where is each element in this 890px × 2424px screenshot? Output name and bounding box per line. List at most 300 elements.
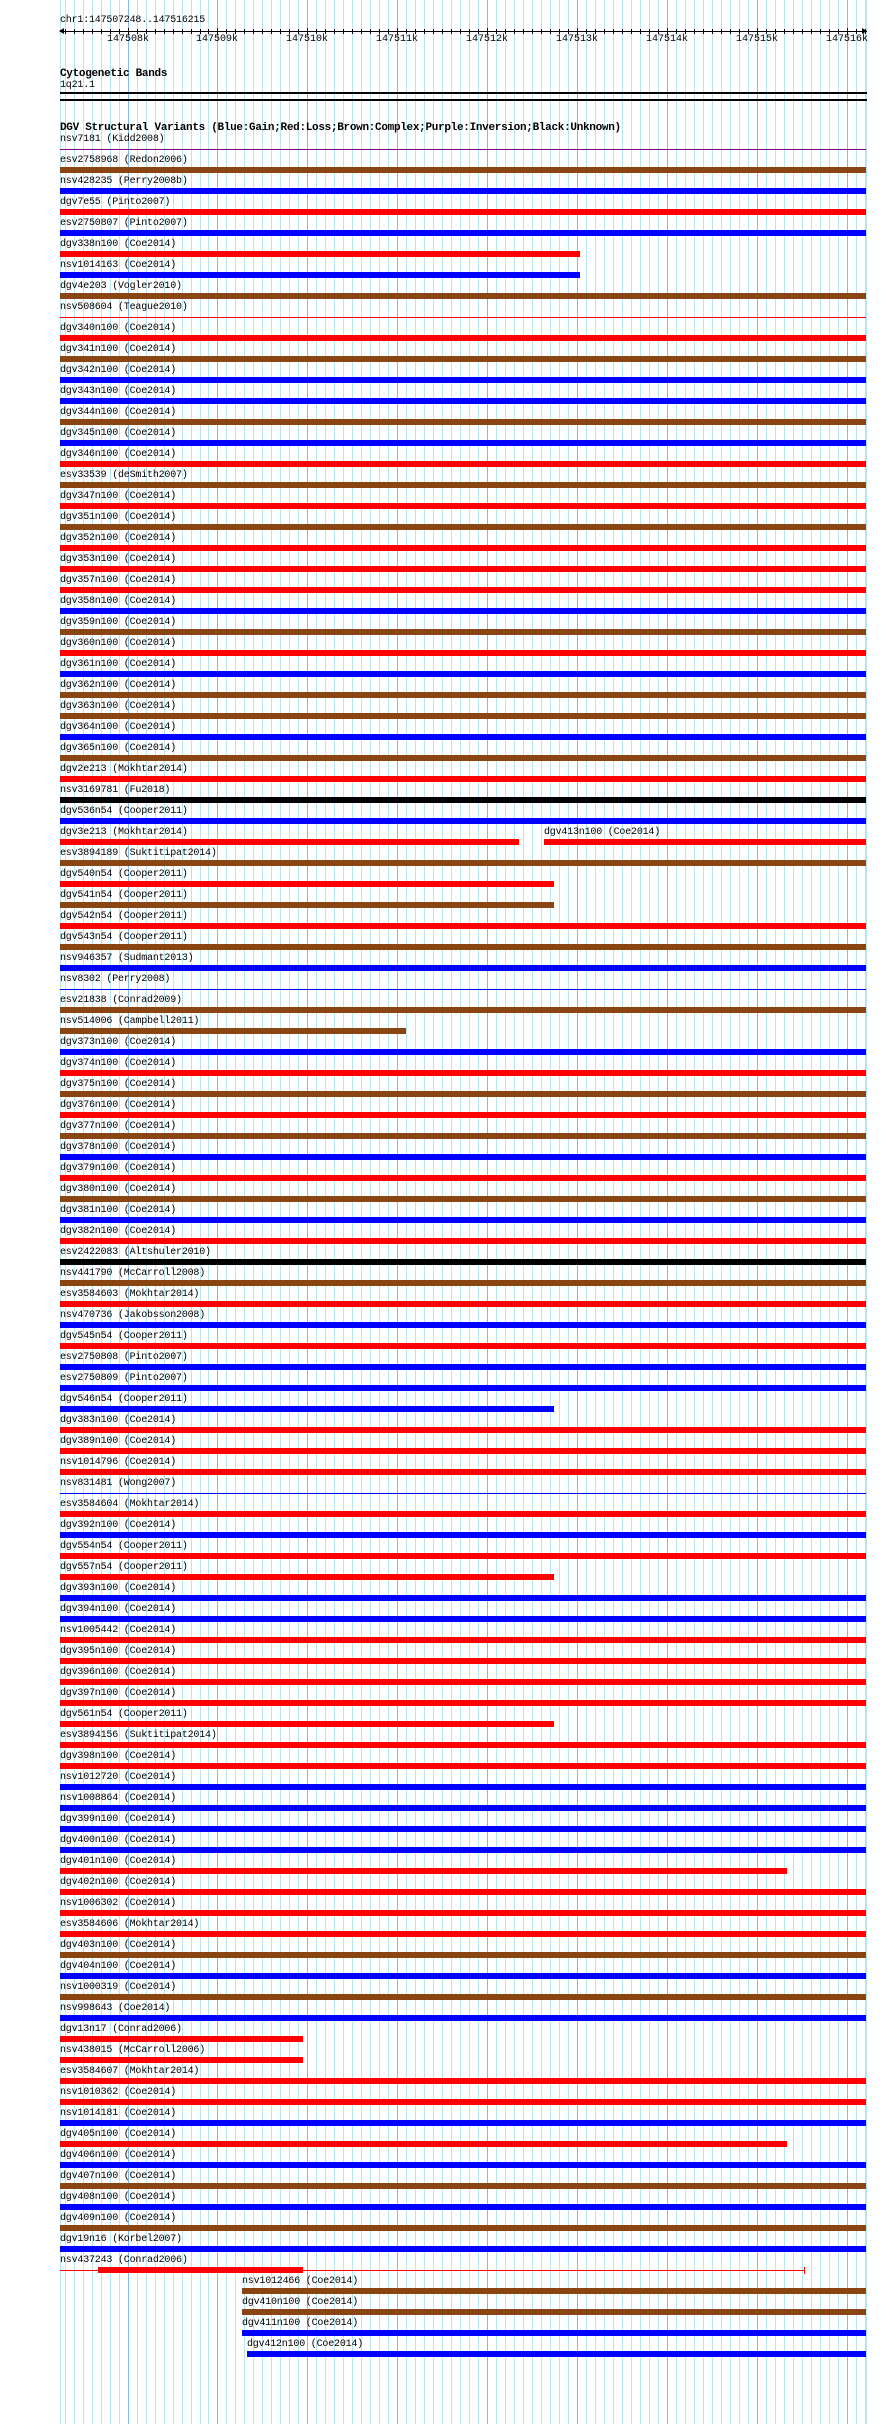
grid-line	[613, 0, 614, 2424]
variant-label[interactable]: esv3894156 (Suktitipat2014)	[60, 1730, 217, 1741]
variant-bar[interactable]	[60, 251, 580, 257]
variant-bar[interactable]	[60, 1847, 866, 1853]
ruler-tick	[271, 29, 272, 34]
grid-line	[658, 0, 659, 2424]
variant-bar[interactable]	[60, 1154, 866, 1160]
grid-line	[577, 0, 578, 2424]
ruler-tick	[191, 29, 192, 34]
variant-label[interactable]: nsv1010362 (Coe2014)	[60, 2087, 177, 2098]
grid-line	[829, 0, 830, 2424]
cytogenetic-bands-title: Cytogenetic Bands	[60, 68, 168, 80]
variant-label[interactable]: dgv338n100 (Coe2014)	[60, 239, 177, 250]
variant-bar[interactable]	[60, 608, 866, 614]
variant-label[interactable]: dgv362n100 (Coe2014)	[60, 680, 177, 691]
variant-label[interactable]: dgv340n100 (Coe2014)	[60, 323, 177, 334]
grid-line	[496, 0, 497, 2424]
variant-bar[interactable]	[60, 1049, 866, 1055]
cyto-band-label: 1q21.1	[60, 80, 95, 91]
variant-label[interactable]: dgv4e203 (Vogler2010)	[60, 281, 182, 292]
variant-bar[interactable]	[60, 1994, 866, 2000]
variant-bar[interactable]	[60, 713, 866, 719]
ruler-tick	[182, 29, 183, 34]
variant-bar[interactable]	[60, 1028, 406, 1034]
grid-line	[739, 0, 740, 2424]
variant-label[interactable]: esv2750807 (Pinto2007)	[60, 218, 188, 229]
variant-label[interactable]: dgv3e213 (Mokhtar2014)	[60, 827, 188, 838]
variant-label[interactable]: dgv402n100 (Coe2014)	[60, 1877, 177, 1888]
variant-label[interactable]: dgv399n100 (Coe2014)	[60, 1814, 177, 1825]
variant-bar[interactable]	[60, 1280, 866, 1286]
variant-label[interactable]: dgv383n100 (Coe2014)	[60, 1415, 177, 1426]
variant-label[interactable]: nsv1008864 (Coe2014)	[60, 1793, 177, 1804]
variant-bar[interactable]	[60, 1973, 866, 1979]
variant-bar[interactable]	[60, 2225, 866, 2231]
variant-bar[interactable]	[60, 1910, 866, 1916]
variant-bar[interactable]	[60, 1637, 866, 1643]
variant-label[interactable]: dgv380n100 (Coe2014)	[60, 1184, 177, 1195]
grid-line	[568, 0, 569, 2424]
variant-bar[interactable]	[60, 188, 866, 194]
variant-label[interactable]: dgv347n100 (Coe2014)	[60, 491, 177, 502]
variant-bar[interactable]	[60, 1427, 866, 1433]
grid-line	[334, 0, 335, 2424]
variant-bar[interactable]	[60, 1868, 787, 1874]
variant-label[interactable]: dgv365n100 (Coe2014)	[60, 743, 177, 754]
variant-label[interactable]: dgv7e55 (Pinto2007)	[60, 197, 171, 208]
variant-label[interactable]: dgv360n100 (Coe2014)	[60, 638, 177, 649]
grid-line	[694, 0, 695, 2424]
grid-line	[370, 0, 371, 2424]
variant-label[interactable]: nsv438015 (McCarroll2006)	[60, 2045, 206, 2056]
ruler-tick	[532, 29, 533, 34]
ruler-tick-label: 147516k	[825, 34, 869, 45]
variant-bar[interactable]	[60, 944, 866, 950]
variant-label[interactable]: dgv379n100 (Coe2014)	[60, 1163, 177, 1174]
variant-label[interactable]: nsv1012720 (Coe2014)	[60, 1772, 177, 1783]
variant-bar[interactable]	[60, 2015, 866, 2021]
grid-line	[703, 0, 704, 2424]
variant-bar[interactable]	[60, 398, 866, 404]
grid-line	[712, 0, 713, 2424]
variant-bar[interactable]	[60, 1301, 866, 1307]
variant-label[interactable]: esv2422083 (Altshuler2010)	[60, 1247, 211, 1258]
variant-label[interactable]: dgv357n100 (Coe2014)	[60, 575, 177, 586]
variant-bar[interactable]	[60, 1679, 866, 1685]
variant-label[interactable]: dgv401n100 (Coe2014)	[60, 1856, 177, 1867]
variant-bar[interactable]	[60, 167, 866, 173]
grid-line	[514, 0, 515, 2424]
grid-line	[487, 0, 488, 2424]
grid-line	[775, 0, 776, 2424]
variant-bar[interactable]	[60, 503, 866, 509]
variant-label[interactable]: nsv8302 (Perry2008)	[60, 974, 171, 985]
variant-bar[interactable]	[60, 482, 866, 488]
variant-bar[interactable]	[60, 209, 866, 215]
variant-label[interactable]: nsv437243 (Conrad2006)	[60, 2255, 188, 2266]
variant-label[interactable]: nsv831481 (Wong2007)	[60, 1478, 177, 1489]
dgv-track-title: DGV Structural Variants (Blue:Gain;Red:Loss;Brown:Complex;Purple:Inversion;Black:Unknown)	[60, 122, 621, 134]
variant-end-cap	[804, 2267, 805, 2274]
ruler-tick-label: 147514k	[645, 34, 689, 45]
variant-bar[interactable]	[60, 566, 866, 572]
ruler-tick	[424, 29, 425, 34]
variant-bar[interactable]	[60, 461, 866, 467]
ruler-tick	[811, 29, 812, 34]
grid-line	[766, 0, 767, 2424]
variant-label[interactable]: dgv364n100 (Coe2014)	[60, 722, 177, 733]
variant-label[interactable]: dgv407n100 (Coe2014)	[60, 2171, 177, 2182]
variant-label[interactable]: dgv344n100 (Coe2014)	[60, 407, 177, 418]
variant-bar[interactable]	[60, 1721, 554, 1727]
variant-bar[interactable]	[60, 1574, 554, 1580]
variant-bar[interactable]	[60, 230, 866, 236]
variant-label[interactable]: dgv377n100 (Coe2014)	[60, 1121, 177, 1132]
variant-label[interactable]: dgv554n54 (Cooper2011)	[60, 1541, 188, 1552]
variant-label[interactable]: dgv359n100 (Coe2014)	[60, 617, 177, 628]
grid-line	[856, 0, 857, 2424]
variant-bar[interactable]	[60, 1133, 866, 1139]
grid-line	[784, 0, 785, 2424]
variant-bar[interactable]	[60, 587, 866, 593]
variant-label[interactable]: dgv396n100 (Coe2014)	[60, 1667, 177, 1678]
ruler-tick	[730, 29, 731, 34]
variant-label[interactable]: esv33539 (deSmith2007)	[60, 470, 188, 481]
grid-line	[397, 0, 398, 2424]
grid-line	[820, 0, 821, 2424]
variant-bar[interactable]	[60, 1070, 866, 1076]
variant-bar[interactable]	[60, 839, 519, 845]
variant-label[interactable]: nsv428235 (Perry2008b)	[60, 176, 188, 187]
variant-label[interactable]: esv2750808 (Pinto2007)	[60, 1352, 188, 1363]
variant-label[interactable]: dgv373n100 (Coe2014)	[60, 1037, 177, 1048]
variant-label[interactable]: dgv351n100 (Coe2014)	[60, 512, 177, 523]
variant-label[interactable]: dgv543n54 (Cooper2011)	[60, 932, 188, 943]
variant-label[interactable]: dgv381n100 (Coe2014)	[60, 1205, 177, 1216]
variant-bar[interactable]	[60, 629, 866, 635]
variant-label[interactable]: dgv375n100 (Coe2014)	[60, 1079, 177, 1090]
variant-label[interactable]: dgv343n100 (Coe2014)	[60, 386, 177, 397]
ruler-tick-label: 147513k	[555, 34, 599, 45]
grid-line	[604, 0, 605, 2424]
variant-bar[interactable]	[60, 1595, 866, 1601]
variant-bar[interactable]	[60, 1532, 866, 1538]
variant-bar[interactable]	[60, 923, 866, 929]
variant-label[interactable]: dgv346n100 (Coe2014)	[60, 449, 177, 460]
variant-bar[interactable]	[60, 1553, 866, 1559]
grid-line	[640, 0, 641, 2424]
ruler-tick	[155, 29, 156, 34]
variant-bar[interactable]	[60, 1658, 866, 1664]
grid-line	[730, 0, 731, 2424]
ruler-tick	[721, 29, 722, 34]
grid-line	[595, 0, 596, 2424]
variant-label[interactable]: dgv408n100 (Coe2014)	[60, 2192, 177, 2203]
variant-bar[interactable]	[60, 1364, 866, 1370]
variant-label[interactable]: nsv1014163 (Coe2014)	[60, 260, 177, 271]
variant-bar[interactable]	[60, 2078, 866, 2084]
variant-label[interactable]: dgv541n54 (Cooper2011)	[60, 890, 188, 901]
variant-bar[interactable]	[60, 1889, 866, 1895]
ruler-tick	[280, 29, 281, 34]
variant-bar[interactable]	[60, 965, 866, 971]
ruler-tick	[442, 29, 443, 34]
grid-line	[424, 0, 425, 2424]
ruler-tick	[712, 29, 713, 34]
variant-label[interactable]: dgv395n100 (Coe2014)	[60, 1646, 177, 1657]
variant-bar[interactable]	[60, 1343, 866, 1349]
variant-label[interactable]: nsv1012466 (Coe2014)	[242, 2276, 359, 2287]
grid-line	[460, 0, 461, 2424]
variant-bar[interactable]	[60, 2057, 303, 2063]
variant-bar[interactable]	[60, 1217, 866, 1223]
variant-bar[interactable]	[60, 818, 866, 824]
ruler-tick-label: 147515k	[735, 34, 779, 45]
ruler-tick	[173, 29, 174, 34]
variant-bar[interactable]	[60, 1952, 866, 1958]
ruler-tick	[65, 29, 66, 34]
variant-bar[interactable]	[247, 2351, 866, 2357]
variant-bar[interactable]	[60, 1763, 866, 1769]
variant-bar[interactable]	[242, 2330, 866, 2336]
variant-bar[interactable]	[60, 1826, 866, 1832]
variant-label[interactable]: dgv363n100 (Coe2014)	[60, 701, 177, 712]
variant-bar[interactable]	[60, 2036, 303, 2042]
variant-label[interactable]: dgv341n100 (Coe2014)	[60, 344, 177, 355]
grid-line	[442, 0, 443, 2424]
variant-bar[interactable]	[242, 2288, 866, 2294]
ruler-tick	[640, 29, 641, 34]
grid-line	[721, 0, 722, 2424]
variant-bar[interactable]	[60, 1700, 866, 1706]
variant-label[interactable]: dgv398n100 (Coe2014)	[60, 1751, 177, 1762]
variant-label[interactable]: esv3584606 (Mokhtar2014)	[60, 1919, 200, 1930]
variant-label[interactable]: nsv1005442 (Coe2014)	[60, 1625, 177, 1636]
grid-line	[406, 0, 407, 2424]
variant-bar[interactable]	[60, 1406, 554, 1412]
variant-bar[interactable]	[60, 1511, 866, 1517]
variant-bar[interactable]	[60, 1259, 866, 1265]
grid-line	[541, 0, 542, 2424]
variant-bar[interactable]	[60, 419, 866, 425]
variant-label[interactable]: nsv998643 (Coe2014)	[60, 2003, 171, 2014]
variant-bar[interactable]	[60, 272, 580, 278]
ruler-tick-label: 147511k	[375, 34, 419, 45]
variant-bar[interactable]	[60, 1175, 866, 1181]
arrow-left-icon[interactable]	[59, 28, 64, 34]
variant-label[interactable]: dgv409n100 (Coe2014)	[60, 2213, 177, 2224]
variant-bar[interactable]	[60, 1196, 866, 1202]
variant-label[interactable]: esv3584604 (Mokhtar2014)	[60, 1499, 200, 1510]
ruler-tick	[460, 29, 461, 34]
grid-line	[676, 0, 677, 2424]
variant-bar[interactable]	[60, 1007, 866, 1013]
grid-line	[550, 0, 551, 2424]
variant-label[interactable]: dgv536n54 (Cooper2011)	[60, 806, 188, 817]
variant-bar[interactable]	[242, 2309, 866, 2315]
variant-bar[interactable]	[60, 356, 866, 362]
ruler-tick	[694, 29, 695, 34]
variant-bar[interactable]	[60, 1616, 866, 1622]
variant-label[interactable]: dgv389n100 (Coe2014)	[60, 1436, 177, 1447]
variant-bar[interactable]	[60, 776, 866, 782]
ruler-tick	[802, 29, 803, 34]
ruler-tick-label: 147508k	[106, 34, 150, 45]
variant-bar[interactable]	[60, 2099, 866, 2105]
variant-label[interactable]: dgv342n100 (Coe2014)	[60, 365, 177, 376]
grid-line	[352, 0, 353, 2424]
variant-label[interactable]: dgv2e213 (Mokhtar2014)	[60, 764, 188, 775]
variant-bar[interactable]	[60, 755, 866, 761]
variant-label[interactable]: nsv514006 (Campbell2011)	[60, 1016, 200, 1027]
variant-label[interactable]: dgv382n100 (Coe2014)	[60, 1226, 177, 1237]
ruler-tick	[550, 29, 551, 34]
variant-label[interactable]: dgv13n17 (Conrad2006)	[60, 2024, 182, 2035]
variant-bar[interactable]	[60, 1784, 866, 1790]
ruler-tick	[820, 29, 821, 34]
variant-label[interactable]: esv2750809 (Pinto2007)	[60, 1373, 188, 1384]
grid-line	[685, 0, 686, 2424]
variant-bar[interactable]	[60, 2141, 787, 2147]
variant-label[interactable]: dgv394n100 (Coe2014)	[60, 1604, 177, 1615]
variant-label[interactable]: esv2758968 (Redon2006)	[60, 155, 188, 166]
variant-label[interactable]: nsv508604 (Teague2010)	[60, 302, 188, 313]
variant-bar[interactable]	[60, 692, 866, 698]
variant-bar[interactable]	[60, 902, 554, 908]
variant-bar[interactable]	[60, 2183, 866, 2189]
variant-bar[interactable]	[60, 671, 866, 677]
variant-label[interactable]: dgv352n100 (Coe2014)	[60, 533, 177, 544]
variant-bar[interactable]	[60, 1931, 866, 1937]
variant-label[interactable]: dgv405n100 (Coe2014)	[60, 2129, 177, 2140]
variant-label[interactable]: dgv393n100 (Coe2014)	[60, 1583, 177, 1594]
variant-label[interactable]: dgv397n100 (Coe2014)	[60, 1688, 177, 1699]
grid-line	[586, 0, 587, 2424]
variant-bar[interactable]	[60, 545, 866, 551]
variant-label[interactable]: dgv353n100 (Coe2014)	[60, 554, 177, 565]
variant-label[interactable]: dgv412n100 (Coe2014)	[247, 2339, 364, 2350]
variant-label[interactable]: dgv374n100 (Coe2014)	[60, 1058, 177, 1069]
variant-label[interactable]: nsv1014181 (Coe2014)	[60, 2108, 177, 2119]
variant-label[interactable]: dgv540n54 (Cooper2011)	[60, 869, 188, 880]
variant-bar[interactable]	[60, 293, 866, 299]
variant-bar[interactable]	[60, 1448, 866, 1454]
variant-label[interactable]: dgv19n16 (Korbel2007)	[60, 2234, 182, 2245]
variant-label[interactable]: dgv403n100 (Coe2014)	[60, 1940, 177, 1951]
grid-line	[451, 0, 452, 2424]
variant-label[interactable]: esv3584607 (Mokhtar2014)	[60, 2066, 200, 2077]
grid-line	[559, 0, 560, 2424]
variant-line[interactable]	[60, 1493, 866, 1494]
variant-label[interactable]: dgv392n100 (Coe2014)	[60, 1520, 177, 1531]
variant-bar[interactable]	[60, 1112, 866, 1118]
variant-bar[interactable]	[98, 2267, 303, 2273]
variant-bar[interactable]	[60, 650, 866, 656]
grid-line	[325, 0, 326, 2424]
variant-label[interactable]: nsv1006302 (Coe2014)	[60, 1898, 177, 1909]
variant-line[interactable]	[60, 317, 866, 318]
variant-label[interactable]: dgv545n54 (Cooper2011)	[60, 1331, 188, 1342]
ruler-tick	[514, 29, 515, 34]
variant-line[interactable]	[60, 149, 866, 150]
variant-label[interactable]: nsv3169781 (Fu2018)	[60, 785, 171, 796]
ruler-tick-label: 147510k	[285, 34, 329, 45]
variant-label[interactable]: dgv410n100 (Coe2014)	[242, 2297, 359, 2308]
variant-bar[interactable]	[60, 524, 866, 530]
variant-label[interactable]: nsv441790 (McCarroll2008)	[60, 1268, 206, 1279]
ruler-tick-label: 147509k	[195, 34, 239, 45]
variant-bar[interactable]	[60, 377, 866, 383]
ruler-tick	[83, 29, 84, 34]
variant-bar[interactable]	[60, 2162, 866, 2168]
variant-label[interactable]: dgv411n100 (Coe2014)	[242, 2318, 359, 2329]
variant-label[interactable]: dgv542n54 (Cooper2011)	[60, 911, 188, 922]
variant-label[interactable]: nsv946357 (Sudmant2013)	[60, 953, 194, 964]
variant-bar[interactable]	[60, 2246, 866, 2252]
variant-bar[interactable]	[60, 2204, 866, 2210]
variant-label[interactable]: dgv406n100 (Coe2014)	[60, 2150, 177, 2161]
ruler-tick	[604, 29, 605, 34]
variant-bar[interactable]	[60, 335, 866, 341]
grid-line	[478, 0, 479, 2424]
variant-label[interactable]: dgv546n54 (Cooper2011)	[60, 1394, 188, 1405]
variant-line[interactable]	[60, 989, 866, 990]
variant-bar[interactable]	[60, 881, 554, 887]
grid-line	[793, 0, 794, 2424]
variant-label[interactable]: dgv376n100 (Coe2014)	[60, 1100, 177, 1111]
variant-label[interactable]: esv21838 (Conrad2009)	[60, 995, 182, 1006]
variant-bar[interactable]	[60, 1091, 866, 1097]
variant-label[interactable]: dgv361n100 (Coe2014)	[60, 659, 177, 670]
variant-label[interactable]: dgv561n54 (Cooper2011)	[60, 1709, 188, 1720]
grid-line	[361, 0, 362, 2424]
ruler-tick	[451, 29, 452, 34]
variant-label[interactable]: dgv400n100 (Coe2014)	[60, 1835, 177, 1846]
variant-label[interactable]: esv3894189 (Suktitipat2014)	[60, 848, 217, 859]
variant-bar[interactable]	[60, 860, 866, 866]
variant-bar[interactable]	[60, 1238, 866, 1244]
variant-bar[interactable]	[60, 1469, 866, 1475]
grid-line	[388, 0, 389, 2424]
ruler-tick	[784, 29, 785, 34]
variant-label[interactable]: dgv345n100 (Coe2014)	[60, 428, 177, 439]
variant-bar[interactable]	[60, 1742, 866, 1748]
variant-label[interactable]: nsv1014796 (Coe2014)	[60, 1457, 177, 1468]
variant-bar[interactable]	[60, 1385, 866, 1391]
grid-line	[532, 0, 533, 2424]
cyto-band-bar[interactable]	[60, 92, 867, 94]
variant-label[interactable]: dgv404n100 (Coe2014)	[60, 1961, 177, 1972]
variant-label[interactable]: nsv1000319 (Coe2014)	[60, 1982, 177, 1993]
variant-bar[interactable]	[60, 1805, 866, 1811]
ruler-tick	[262, 29, 263, 34]
grid-line	[838, 0, 839, 2424]
variant-label[interactable]: esv3584603 (Mokhtar2014)	[60, 1289, 200, 1300]
variant-bar[interactable]	[544, 839, 866, 845]
ruler-tick	[631, 29, 632, 34]
variant-bar[interactable]	[60, 1322, 866, 1328]
variant-bar[interactable]	[60, 734, 866, 740]
variant-label[interactable]: dgv358n100 (Coe2014)	[60, 596, 177, 607]
variant-label[interactable]: nsv470736 (Jakobsson2008)	[60, 1310, 206, 1321]
variant-label[interactable]: dgv557n54 (Cooper2011)	[60, 1562, 188, 1573]
variant-bar[interactable]	[60, 2120, 866, 2126]
variant-label[interactable]: dgv413n100 (Coe2014)	[544, 827, 661, 838]
variant-label[interactable]: nsv7181 (Kidd2008)	[60, 134, 165, 145]
variant-bar[interactable]	[60, 440, 866, 446]
ruler-tick	[613, 29, 614, 34]
variant-bar[interactable]	[60, 797, 866, 803]
variant-label[interactable]: dgv378n100 (Coe2014)	[60, 1142, 177, 1153]
